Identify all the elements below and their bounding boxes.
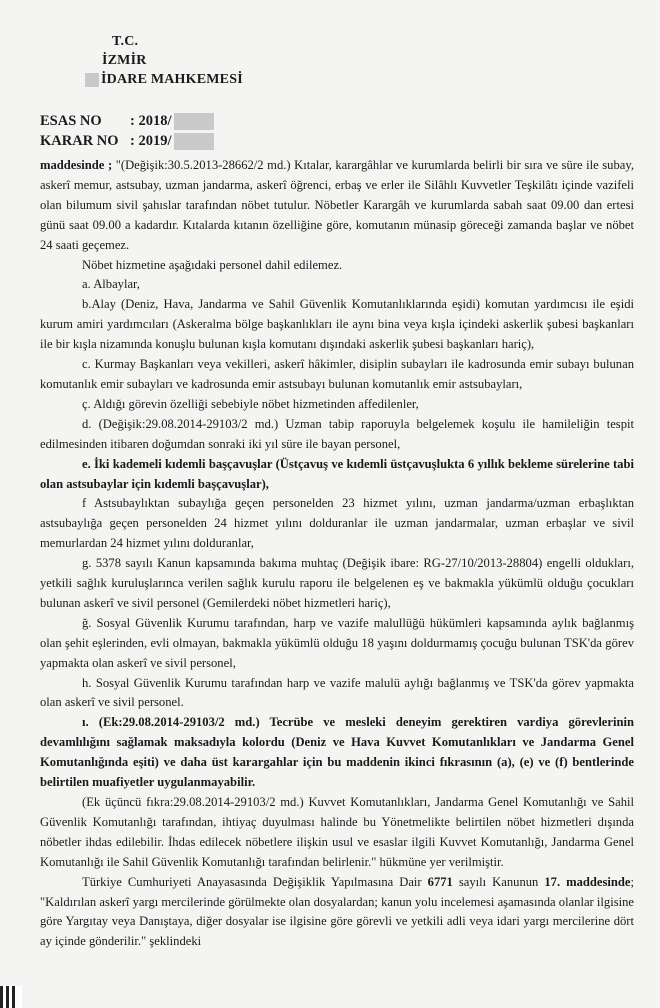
redaction-mark: [174, 113, 214, 130]
list-item: ğ. Sosyal Güvenlik Kurumu tarafından, harp ve vazife malullüğü hükümleri kapsamında aylık bağlanmış olan şehit eşlerinden, evli olmayan, bakmakla yükümlü olduğu 18 yaşını doldurmamış çocuğu bulunan TSK'da görev yapmakta olan askerî ve sivil personel,: [40, 615, 634, 670]
paragraph: [40, 156, 634, 256]
paragraph-text: sayılı Kanunun: [452, 874, 545, 889]
paragraph-text: ; "Kaldırılan askerî yargı mercilerinde görülmekte olan dosyalardan; kanun yolu incelemesi aşamasında olanlar ilgisine göre Yargıtay veya Danıştaya, diğer dosyalar ise ilgisine göre görevli ve yetkili adli veya idari yargı mercilerine dört ay içinde gönderilir." şeklindeki: [40, 874, 635, 949]
list-item: b.Alay (Deniz, Hava, Jandarma ve Sahil Güvenlik Komutanlıklarında eşidi) komutan yardımcısı ile eşidi kurum amiri yardımcıları (Askeralma bölge başkanlıkları ile aynı bina veya kışla içindeki askerlik şubesi başkanları ile bir kışla nizamında konuşlu bulunan kışla komutanı dışındaki askerlik şubesi başkanları hariç),: [40, 297, 634, 352]
list-item: a. Albaylar,: [82, 277, 140, 292]
paragraph-text: "(Değişik:30.5.2013-28662/2 md.) Kıtalar, karargâhlar ve kurumlarda belirli bir sıra ve süre ile subay, askerî memur, astsubay, uzman jandarma, askerî öğrenci, erbaş ve erler ile Silâhlı Kuvvetler Teşkilâtı içinde vazifeli olan bilumum sivil şahıslar tarafından nöbet tutulur. Nöbetler Karargâh ve kurumlarda sabah saat 09.00 dan ertesi günü saat 09.00 a kadardır. Kıtalarda kıtanın özelliğine göre, komutanın münasip göreceği zamanda başlar ve nöbet 24 saati geçemez.: [40, 158, 634, 252]
header-tc: T.C.: [112, 34, 139, 49]
paragraph: [40, 873, 634, 953]
esas-label: ESAS NO: [40, 113, 102, 129]
redaction-mark: [85, 73, 99, 87]
list-item: f Astsubaylıktan subaylığa geçen personelden 23 hizmet yılını, uzman jandarma/uzman erbaşlıktan astsubaylığa geçen personelden 24 hizmet yılını dolduranlar ile uzman jandarmalar, uzman erbaşlar ve sivil memurlardan 24 hizmet yılını dolduranlar,: [40, 496, 634, 551]
list-item: e. İki kademeli kıdemli başçavuşlar (Üstçavuş ve kıdemli üstçavuşlukta 6 yıllık bekleme sürelerine tabi olan astsubaylar için kıdemli başçavuşlar),: [40, 456, 634, 491]
list-item: ç. Aldığı görevin özelliği sebebiyle nöbet hizmetinden affedilenler,: [82, 396, 419, 411]
karar-label: KARAR NO: [40, 133, 119, 149]
esas-row: [40, 113, 214, 130]
redaction-mark: [174, 133, 214, 150]
law-number: 6771: [427, 874, 453, 889]
article-ref: 17. maddesinde: [544, 874, 631, 889]
list-item: ı. (Ek:29.08.2014-29103/2 md.) Tecrübe ve mesleki deneyim gerektiren vardiya görevlerinin devamlılığını sağlamak maksadıyla kolordu (Deniz ve Hava Kuvvet Komutanlıkları ve Jandarma Genel Komutanlığında eşiti) ve daha üst karargahlar için bu maddenin ikinci fıkrasının (a), (e) ve (f) bentlerinde belirtilen muafiyetler uygulanmayabilir.: [40, 715, 634, 790]
karar-value: : 2019/: [130, 133, 172, 149]
paragraph: (Ek üçüncü fıkra:29.08.2014-29103/2 md.) Kuvvet Komutanlıkları, Jandarma Genel Komutanlığı ve Sahil Güvenlik Komutanlığı tarafından, ihtiyaç duyulması halinde bu Yönetmelikte belirtilen nöbet hizmetleri dışında nöbetler ihdas edilebilir. İhdas edilecek nöbetlere ilişkin usul ve esaslar ilgili Kuvvet Komutanlığı, Jandarma Genel Komutanlığı ile Sahil Güvenlik Komutanlığı tarafından belirlenir." hükmüne yer verilmiştir.: [40, 795, 634, 869]
header-court-line: [85, 72, 243, 88]
esas-value: : 2018/: [130, 113, 172, 129]
article-ref: maddesinde ;: [40, 158, 113, 172]
paragraph-text: Türkiye Cumhuriyeti Anayasasında Değişiklik Yapılmasına Dair: [82, 874, 428, 889]
document-body: [40, 156, 634, 952]
karar-row: [40, 133, 214, 150]
qr-code-fragment: [0, 986, 22, 1008]
list-item: d. (Değişik:29.08.2014-29103/2 md.) Uzman tabip raporuyla belgelemek koşulu ile hamileliğin tespit edilmesinden itibaren doğumdan sonraki iki yıl süre ile bayan personel,: [40, 416, 634, 451]
list-item: c. Kurmay Başkanları veya vekilleri, askerî hâkimler, disiplin subayları ile kadrosunda emir subayı bulunan komutanlık emir subayları ve kadrosunda emir astsubayı bulunan komutanlık emir astsubayları,: [40, 357, 634, 391]
header-court: İDARE MAHKEMESİ: [101, 72, 243, 87]
header-city: İZMİR: [102, 53, 147, 68]
list-item: g. 5378 sayılı Kanun kapsamında bakıma muhtaç (Değişik ibare: RG-27/10/2013-28804) engelli oldukları, yetkili sağlık kuruluşlarınca verilen sağlık kurulu raporu ile belgelenen eş ve bakmakla yükümlü olduğu çocukları bulunan askerî ve sivil personel (Gemilerdeki nöbet hizmetleri hariç),: [40, 556, 634, 610]
list-item: h. Sosyal Güvenlik Kurumu tarafından harp ve vazife malulü aylığı bağlanmış ve TSK'da görev yapmakta olan askerî ve sivil personel.: [40, 675, 634, 710]
paragraph: Nöbet hizmetine aşağıdaki personel dahil edilemez.: [82, 257, 343, 272]
